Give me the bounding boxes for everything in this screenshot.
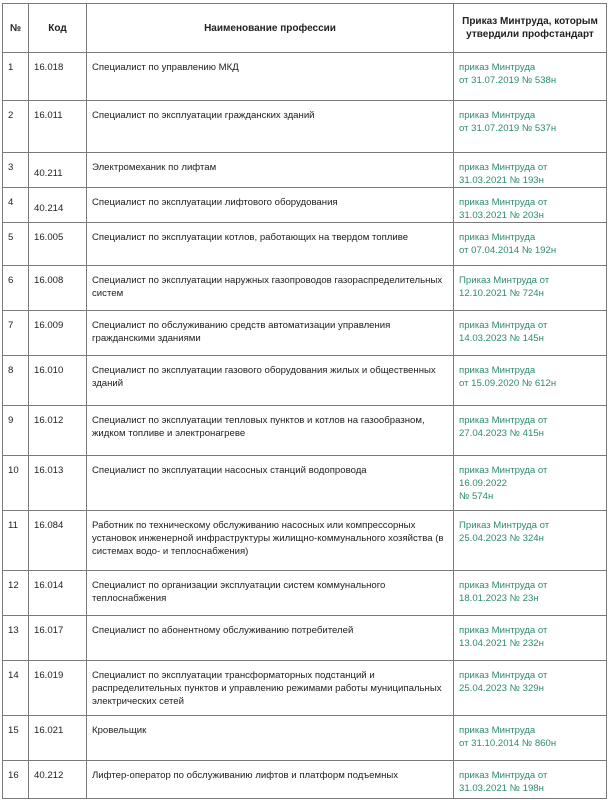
row-num: 3	[3, 153, 29, 188]
order-line-2[interactable]: 18.01.2023 № 23н	[459, 593, 539, 604]
table-row	[3, 223, 607, 266]
row-order-link[interactable]	[454, 571, 607, 616]
row-code: 40.211	[29, 153, 87, 188]
row-order-link[interactable]	[454, 716, 607, 761]
table-row	[3, 266, 607, 311]
order-line-2[interactable]: 31.03.2021 № 203н	[459, 210, 544, 221]
row-order-link[interactable]	[454, 101, 607, 153]
order-line-2[interactable]: от 07.04.2014 № 192н	[459, 245, 557, 256]
row-profession-name: Лифтер-оператор по обслуживанию лифтов и платформ подъемных	[87, 761, 454, 799]
row-profession-name: Работник по техническому обслуживанию насосных или компрессорных установок инженерной инфраструктуры жилищно-коммунального хозяйства (в системах водо- и теплоснабжения)	[87, 511, 454, 571]
row-num: 10	[3, 456, 29, 511]
row-order-link[interactable]	[454, 311, 607, 356]
row-profession-name: Специалист по организации эксплуатации систем коммунального теплоснабжения	[87, 571, 454, 616]
order-line-2[interactable]: 16.09.2022	[459, 478, 508, 489]
row-num: 1	[3, 53, 29, 101]
row-profession-name: Специалист по эксплуатации газового оборудования жилых и общественных зданий	[87, 356, 454, 406]
row-num: 14	[3, 661, 29, 716]
order-line-1[interactable]: приказ Минтруда	[459, 62, 536, 73]
table-row	[3, 571, 607, 616]
table-row	[3, 153, 607, 188]
table-row	[3, 616, 607, 661]
order-line-1[interactable]: приказ Минтруда	[459, 725, 536, 736]
order-line-2[interactable]: 12.10.2021 № 724н	[459, 288, 544, 299]
row-num: 13	[3, 616, 29, 661]
header-code: Код	[29, 4, 87, 53]
order-line-1[interactable]: приказ Минтруда от	[459, 770, 548, 781]
order-line-1[interactable]: Приказ Минтруда от	[459, 520, 550, 531]
order-line-2[interactable]: от 15.09.2020 № 612н	[459, 378, 557, 389]
order-line-1[interactable]: приказ Минтруда от	[459, 162, 548, 173]
table-row	[3, 356, 607, 406]
row-code: 16.011	[29, 101, 87, 153]
order-line-1[interactable]: приказ Минтруда от	[459, 415, 548, 426]
order-line-2[interactable]: от 31.10.2014 № 860н	[459, 738, 557, 749]
order-line-1[interactable]: приказ Минтруда	[459, 110, 536, 121]
order-line-3[interactable]: № 574н	[459, 491, 494, 502]
order-line-2[interactable]: 31.03.2021 № 193н	[459, 175, 544, 186]
table-row	[3, 311, 607, 356]
row-num: 4	[3, 188, 29, 223]
row-profession-name: Специалист по управлению МКД	[87, 53, 454, 101]
table-row	[3, 188, 607, 223]
order-line-2[interactable]: от 31.07.2019 № 537н	[459, 123, 557, 134]
row-code: 16.019	[29, 661, 87, 716]
row-code: 16.013	[29, 456, 87, 511]
row-profession-name: Специалист по эксплуатации трансформаторных подстанций и распределительных пунктов и управлению режимами работы муниципальных электрических сетей	[87, 661, 454, 716]
order-line-2[interactable]: 14.03.2023 № 145н	[459, 333, 544, 344]
row-order-link[interactable]	[454, 661, 607, 716]
row-order-link[interactable]	[454, 153, 607, 188]
table-row	[3, 716, 607, 761]
row-profession-name: Специалист по эксплуатации котлов, работающих на твердом топливе	[87, 223, 454, 266]
row-order-link[interactable]	[454, 616, 607, 661]
row-profession-name: Специалист по эксплуатации гражданских зданий	[87, 101, 454, 153]
row-code: 40.212	[29, 761, 87, 799]
row-profession-name: Кровельщик	[87, 716, 454, 761]
row-num: 5	[3, 223, 29, 266]
row-order-link[interactable]	[454, 356, 607, 406]
table-row	[3, 661, 607, 716]
row-code: 16.012	[29, 406, 87, 456]
row-num: 12	[3, 571, 29, 616]
row-code: 16.005	[29, 223, 87, 266]
table-row	[3, 406, 607, 456]
row-order-link[interactable]	[454, 266, 607, 311]
order-line-2[interactable]: 27.04.2023 № 415н	[459, 428, 544, 439]
order-line-1[interactable]: приказ Минтруда от	[459, 320, 548, 331]
order-line-2[interactable]: от 31.07.2019 № 538н	[459, 75, 557, 86]
order-line-1[interactable]: приказ Минтруда	[459, 232, 536, 243]
row-code: 16.009	[29, 311, 87, 356]
row-code: 16.021	[29, 716, 87, 761]
order-line-1[interactable]: приказ Минтруда от	[459, 670, 548, 681]
table-row	[3, 761, 607, 799]
order-line-1[interactable]: Приказ Минтруда от	[459, 275, 550, 286]
order-line-1[interactable]: приказ Минтруда от	[459, 625, 548, 636]
order-line-2[interactable]: 25.04.2023 № 324н	[459, 533, 544, 544]
header-order: Приказ Минтруда, которым утвердили профстандарт	[454, 4, 607, 53]
row-profession-name: Специалист по эксплуатации наружных газопроводов газораспределительных систем	[87, 266, 454, 311]
row-num: 16	[3, 761, 29, 799]
order-line-2[interactable]: 13.04.2021 № 232н	[459, 638, 544, 649]
row-order-link[interactable]	[454, 511, 607, 571]
table-row	[3, 456, 607, 511]
row-code: 16.017	[29, 616, 87, 661]
row-num: 11	[3, 511, 29, 571]
header-name: Наименование профессии	[87, 4, 454, 53]
row-order-link[interactable]	[454, 53, 607, 101]
row-num: 2	[3, 101, 29, 153]
row-code: 16.018	[29, 53, 87, 101]
row-num: 15	[3, 716, 29, 761]
row-order-link[interactable]	[454, 456, 607, 511]
row-profession-name: Специалист по эксплуатации тепловых пунктов и котлов на газообразном, жидком топливе и электронагреве	[87, 406, 454, 456]
table-row	[3, 53, 607, 101]
row-profession-name: Специалист по абонентному обслуживанию потребителей	[87, 616, 454, 661]
header-row	[3, 4, 607, 53]
order-line-1[interactable]: приказ Минтруда от	[459, 197, 548, 208]
row-profession-name: Электромеханик по лифтам	[87, 153, 454, 188]
row-num: 9	[3, 406, 29, 456]
row-order-link[interactable]	[454, 761, 607, 799]
row-num: 6	[3, 266, 29, 311]
row-code: 16.084	[29, 511, 87, 571]
professions-table	[2, 3, 607, 799]
row-profession-name: Специалист по эксплуатации насосных станций водопровода	[87, 456, 454, 511]
order-line-1[interactable]: приказ Минтруда	[459, 365, 536, 376]
row-code: 16.014	[29, 571, 87, 616]
row-num: 7	[3, 311, 29, 356]
row-order-link[interactable]	[454, 188, 607, 223]
row-num: 8	[3, 356, 29, 406]
row-profession-name: Специалист по обслуживанию средств автоматизации управления гражданскими зданиями	[87, 311, 454, 356]
row-code: 16.010	[29, 356, 87, 406]
order-line-2[interactable]: 31.03.2021 № 198н	[459, 783, 544, 794]
row-order-link[interactable]	[454, 406, 607, 456]
order-line-1[interactable]: приказ Минтруда от	[459, 465, 548, 476]
header-num: №	[3, 4, 29, 53]
table-row	[3, 511, 607, 571]
table-row	[3, 101, 607, 153]
order-line-1[interactable]: приказ Минтруда от	[459, 580, 548, 591]
row-code: 40.214	[29, 188, 87, 223]
row-order-link[interactable]	[454, 223, 607, 266]
row-code: 16.008	[29, 266, 87, 311]
row-profession-name: Специалист по эксплуатации лифтового оборудования	[87, 188, 454, 223]
order-line-2[interactable]: 25.04.2023 № 329н	[459, 683, 544, 694]
